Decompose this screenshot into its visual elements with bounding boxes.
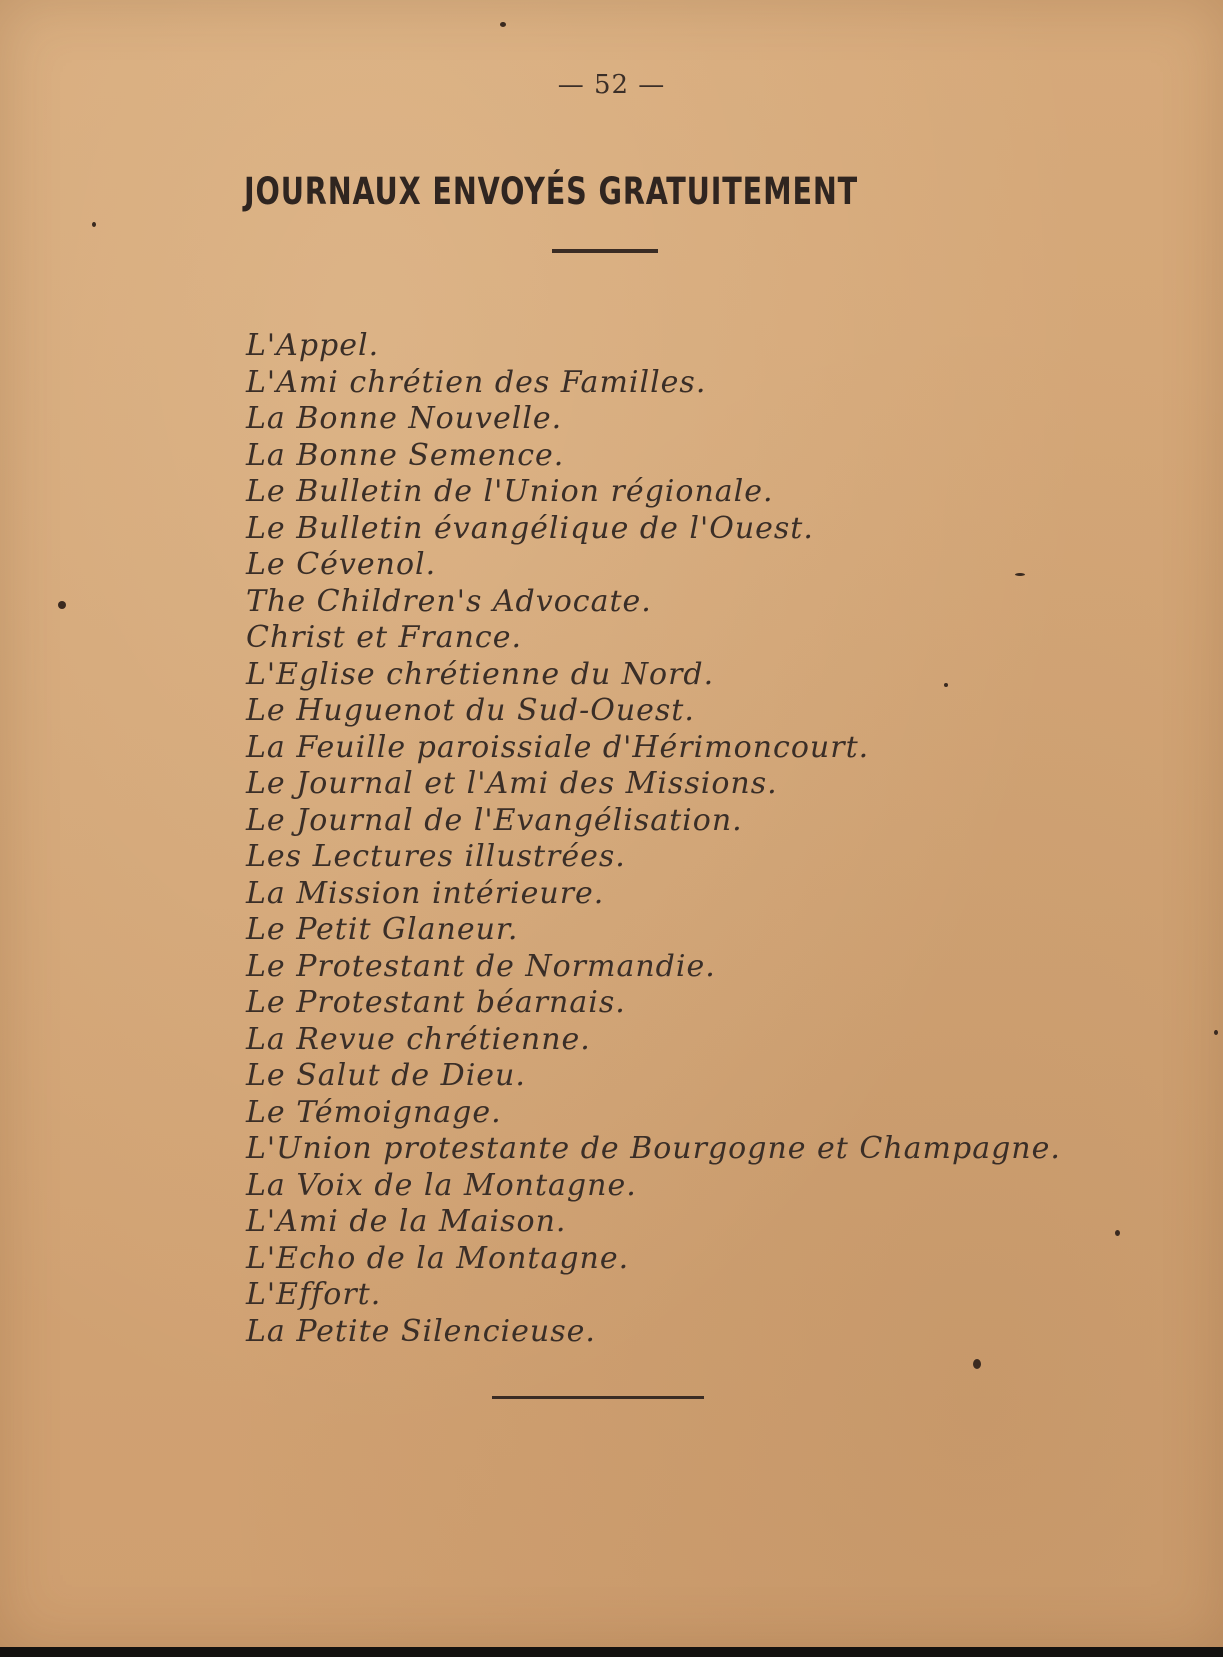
journal-item: La Bonne Semence. <box>246 437 565 473</box>
journal-item: L'Appel. <box>246 328 380 363</box>
journal-item: The Children's Advocate. <box>246 583 652 619</box>
journal-item: L'Ami chrétien des Familles. <box>246 364 707 400</box>
journal-item: La Bonne Nouvelle. <box>246 401 563 436</box>
paper-speck <box>973 1359 981 1369</box>
journal-item: Le Petit Glaneur. <box>246 912 519 947</box>
journal-item: Le Protestant béarnais. <box>246 985 626 1020</box>
journal-item: Christ et France. <box>246 620 522 655</box>
paper-speck <box>1115 1230 1120 1236</box>
paper-speck <box>58 601 66 609</box>
journal-item: Le Bulletin de l'Union régionale. <box>246 474 774 509</box>
journal-item: Le Cévenol. <box>246 547 437 582</box>
journal-item: L'Ami de la Maison. <box>246 1204 567 1239</box>
end-divider <box>492 1396 704 1399</box>
journal-item: Le Témoignage. <box>246 1094 502 1130</box>
page-title: JOURNAUX ENVOYÉS GRATUITEMENT <box>244 170 859 213</box>
title-divider <box>552 249 658 253</box>
journal-item: La Feuille paroissiale d'Hérimoncourt. <box>246 729 870 765</box>
paper-speck <box>1214 1030 1218 1035</box>
journal-item: L'Union protestante de Bourgogne et Champagne. <box>246 1131 1061 1166</box>
journal-list <box>246 328 1061 1350</box>
journal-item: Le Huguenot du Sud-Ouest. <box>246 693 695 728</box>
journal-item: L'Effort. <box>246 1277 382 1312</box>
journal-item: Le Journal et l'Ami des Missions. <box>246 766 778 801</box>
journal-item: Le Bulletin évangélique de l'Ouest. <box>246 510 814 546</box>
journal-item: Les Lectures illustrées. <box>246 839 626 874</box>
journal-item: Le Journal de l'Evangélisation. <box>246 802 743 838</box>
journal-item: La Voix de la Montagne. <box>246 1167 637 1203</box>
journal-item: L'Eglise chrétienne du Nord. <box>246 656 715 692</box>
page-number: — 52 — <box>557 70 666 100</box>
paper-speck <box>92 222 96 227</box>
journal-item: La Revue chrétienne. <box>246 1021 591 1057</box>
journal-item: La Mission intérieure. <box>246 875 605 911</box>
journal-item: Le Salut de Dieu. <box>246 1058 526 1093</box>
paper-speck <box>500 22 506 27</box>
journal-item: La Petite Silencieuse. <box>246 1313 596 1349</box>
journal-item: L'Echo de la Montagne. <box>246 1240 630 1276</box>
journal-item: Le Protestant de Normandie. <box>246 948 716 984</box>
